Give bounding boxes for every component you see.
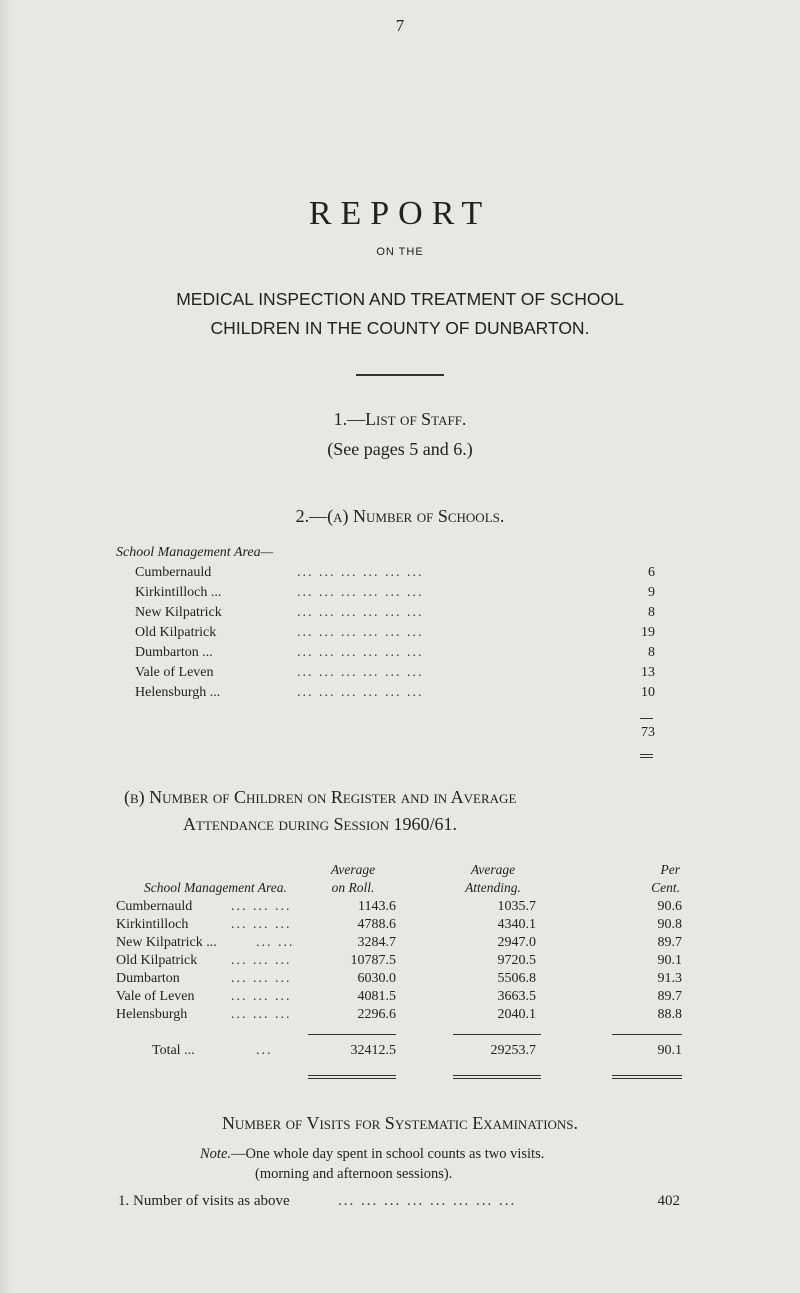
area-name: Helensburgh ...: [135, 685, 221, 700]
title-divider: [356, 374, 444, 376]
row-dots: ... ... ...: [231, 971, 292, 986]
table-row: [116, 951, 682, 971]
schools-total: 73: [641, 725, 655, 740]
list-item: [135, 583, 655, 603]
sum-rule-percent: [612, 1034, 682, 1035]
header-per-cent-1: Per: [660, 862, 680, 877]
area-name: New Kilpatrick: [135, 605, 222, 620]
visits-item-label: 1. Number of visits as above: [118, 1193, 290, 1209]
average-attending-value: 4340.1: [497, 917, 536, 932]
average-roll-value: 1143.6: [358, 899, 396, 914]
total-double-rule-top: [640, 754, 653, 755]
list-item: [135, 683, 655, 703]
area-name: Kirkintilloch: [116, 917, 189, 932]
average-attending-value: 2947.0: [497, 935, 536, 950]
average-roll-value: 4788.6: [357, 917, 396, 932]
average-attending-value: 1035.7: [497, 899, 536, 914]
table-row: [116, 897, 682, 917]
area-name: Dumbarton: [116, 971, 180, 986]
section-2a-heading: 2.—(a) Number of Schools.: [295, 506, 505, 526]
per-cent-value: 90.6: [657, 899, 682, 914]
area-name: Kirkintilloch ...: [135, 585, 222, 600]
header-average-attending-1: Average: [470, 862, 516, 877]
per-cent-value: 90.1: [657, 953, 682, 968]
area-name: Vale of Leven: [116, 989, 195, 1004]
average-roll-value: 10787.5: [350, 953, 396, 968]
average-attending-value: 3663.5: [497, 989, 536, 1004]
double-rule-roll-bottom: [308, 1078, 396, 1079]
header-per-cent-2: Cent.: [651, 880, 680, 895]
visits-item-value: 402: [657, 1193, 680, 1209]
school-count: 6: [648, 565, 655, 580]
leader-dots: ... ... ... ... ... ...: [297, 645, 424, 660]
row-dots: ... ... ...: [231, 953, 292, 968]
row-dots: ...: [256, 1043, 273, 1058]
per-cent-value: 90.8: [657, 917, 682, 932]
section-2b-heading-line-1: (b) Number of Children on Register and in Average: [124, 787, 517, 807]
average-attending-value: 2040.1: [497, 1007, 536, 1022]
double-rule-attending-bottom: [453, 1078, 541, 1079]
visits-heading: Number of Visits for Systematic Examinations.: [221, 1113, 579, 1133]
list-item: [135, 663, 655, 683]
visits-note-line-2: (morning and afternoon sessions).: [255, 1166, 453, 1182]
row-dots: ... ... ...: [231, 899, 292, 914]
total-per-cent-value: 90.1: [657, 1043, 682, 1058]
visits-item: [118, 1191, 680, 1211]
page-edge-shadow: [0, 0, 12, 1293]
school-count: 10: [641, 685, 655, 700]
average-attending-value: 5506.8: [497, 971, 536, 986]
list-item: [135, 623, 655, 643]
subtitle-line-2: CHILDREN IN THE COUNTY OF DUNBARTON.: [210, 318, 590, 338]
on-the-caption: ON THE: [376, 246, 424, 258]
row-dots: ... ... ...: [231, 1007, 292, 1022]
double-rule-roll-top: [308, 1075, 396, 1076]
list-item: [135, 603, 655, 623]
average-roll-value: 4081.5: [357, 989, 396, 1004]
school-count: 19: [641, 625, 655, 640]
area-name: Helensburgh: [116, 1007, 188, 1022]
visits-note: [200, 1146, 544, 1163]
area-name: Old Kilpatrick: [116, 953, 198, 968]
double-rule-percent-top: [612, 1075, 682, 1076]
note-text: —One whole day spent in school counts as two visits.: [231, 1146, 545, 1162]
area-name: Cumbernauld: [116, 899, 193, 914]
per-cent-value: 89.7: [657, 935, 682, 950]
header-average-roll-2: on Roll.: [331, 880, 375, 895]
section-2b-heading-line-2: Attendance during Session 1960/61.: [183, 814, 458, 834]
section-1-heading: 1.—List of Staff.: [333, 409, 467, 429]
area-name: Dumbarton ...: [135, 645, 213, 660]
table-row: [116, 1005, 682, 1025]
table-row: [116, 969, 682, 989]
school-management-area-label: School Management Area—: [116, 545, 274, 560]
average-attending-value: 9720.5: [497, 953, 536, 968]
header-average-attending-2: Attending.: [465, 880, 521, 895]
section-1-note: (See pages 5 and 6.): [327, 439, 473, 459]
total-double-rule-bottom: [640, 757, 653, 758]
per-cent-value: 89.7: [657, 989, 682, 1004]
area-name: Old Kilpatrick: [135, 625, 217, 640]
header-average-roll-1: Average: [330, 862, 376, 877]
double-rule-attending-top: [453, 1075, 541, 1076]
school-count: 8: [648, 605, 655, 620]
note-label: Note.: [200, 1146, 232, 1162]
sum-rule: [640, 718, 653, 719]
leader-dots: ... ... ... ... ... ... ... ...: [338, 1193, 517, 1209]
leader-dots: ... ... ... ... ... ...: [297, 605, 424, 620]
header-school-management-area: School Management Area.: [144, 880, 287, 895]
table-row: [116, 915, 682, 935]
total-roll-value: 32412.5: [350, 1043, 396, 1058]
sum-rule-attending: [453, 1034, 541, 1035]
school-count: 9: [648, 585, 655, 600]
table-total-row: [116, 1041, 682, 1061]
report-title: REPORT: [308, 195, 492, 232]
row-dots: ... ...: [256, 935, 295, 950]
average-roll-value: 6030.0: [357, 971, 396, 986]
table-row: [116, 933, 682, 953]
list-item: [135, 643, 655, 663]
leader-dots: ... ... ... ... ... ...: [297, 685, 424, 700]
school-count: 13: [641, 665, 655, 680]
average-roll-value: 2296.6: [357, 1007, 396, 1022]
double-rule-percent-bottom: [612, 1078, 682, 1079]
leader-dots: ... ... ... ... ... ...: [297, 625, 424, 640]
row-dots: ... ... ...: [231, 917, 292, 932]
leader-dots: ... ... ... ... ... ...: [297, 585, 424, 600]
per-cent-value: 91.3: [657, 971, 682, 986]
list-item: [135, 563, 655, 583]
area-name: Vale of Leven: [135, 665, 214, 680]
school-count: 8: [648, 645, 655, 660]
leader-dots: ... ... ... ... ... ...: [297, 565, 424, 580]
total-attending-value: 29253.7: [490, 1043, 536, 1058]
subtitle-line-1: MEDICAL INSPECTION AND TREATMENT OF SCHOOL: [176, 289, 624, 309]
row-dots: ... ... ...: [231, 989, 292, 1004]
area-name: Cumbernauld: [135, 565, 212, 580]
table-row: [116, 987, 682, 1007]
sum-rule-roll: [308, 1034, 396, 1035]
average-roll-value: 3284.7: [357, 935, 396, 950]
page-number: 7: [395, 16, 405, 35]
area-name: New Kilpatrick ...: [116, 935, 217, 950]
per-cent-value: 88.8: [657, 1007, 682, 1022]
leader-dots: ... ... ... ... ... ...: [297, 665, 424, 680]
total-label: Total ...: [152, 1043, 195, 1058]
